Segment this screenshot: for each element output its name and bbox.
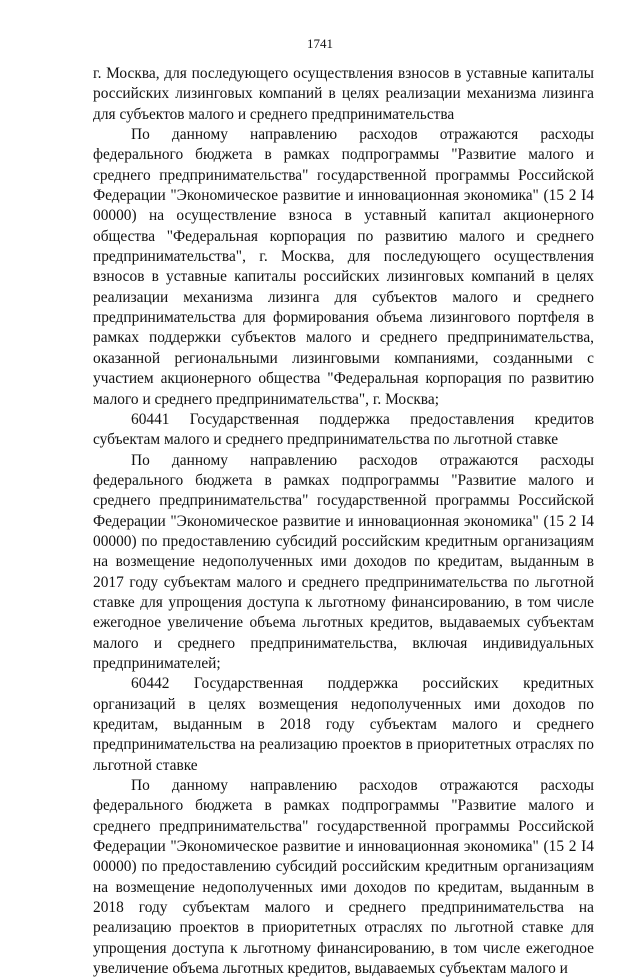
paragraph-3-heading-60441: 60441 Государственная поддержка предоставления кредитов субъектам малого и среднего предпринимательства по льготной ставке: [93, 410, 594, 449]
paragraph-4: По данному направлению расходов отражаются расходы федерального бюджета в рамках подпрограммы "Развитие малого и среднего предпринимательства" государственной программы Российской Федерации "Экономическое развитие и инновационная экономика" (15 2 I4 00000) по предоставлению субсидий российским кредитным организациям на возмещение недополученных ими доходов по кредитам, выданным в 2017 году субъектам малого и среднего предпринимательства по льготной ставке для упрощения доступа к льготному финансированию, в том числе ежегодное увеличение объема льготных кредитов, выдаваемых субъектам малого и среднего предпринимательства, включая индивидуальных предпринимателей;: [93, 451, 594, 672]
paragraph-1: г. Москва, для последующего осуществления взносов в уставные капиталы российских лизинговых компаний в целях реализации механизма лизинга для субъектов малого и среднего предпринимательства: [93, 65, 594, 123]
paragraph-5-heading-60442: 60442 Государственная поддержка российских кредитных организаций в целях возмещения недополученных ими доходов по кредитам, выданным в 2018 году субъектам малого и среднего предпринимательства на реализацию проектов в приоритетных отраслях по льготной ставке: [93, 675, 594, 774]
page-number: 1741: [307, 36, 333, 51]
paragraph-6: По данному направлению расходов отражаются расходы федерального бюджета в рамках подпрограммы "Развитие малого и среднего предпринимательства" государственной программы Российской Федерации "Экономическое развитие и инновационная экономика" (15 2 I4 00000) по предоставлению субсидий российским кредитным организациям на возмещение недополученных ими доходов по кредитам, выданным в 2018 году субъектам малого и среднего предпринимательства на реализацию проектов в приоритетных отраслях по льготной ставке для упрощения доступа к льготному финансированию, в том числе ежегодное увеличение объема льготных кредитов, выдаваемых субъектам малого и: [93, 777, 594, 978]
document-body: [93, 64, 594, 979]
paragraph-2: По данному направлению расходов отражаются расходы федерального бюджета в рамках подпрограммы "Развитие малого и среднего предпринимательства" государственной программы Российской Федерации "Экономическое развитие и инновационная экономика" (15 2 I4 00000) на осуществление взноса в уставный капитал акционерного общества "Федеральная корпорация по развитию малого и среднего предпринимательства", г. Москва, для последующего осуществления взносов в уставные капиталы российских лизинговых компаний в целях реализации механизма лизинга для субъектов малого и среднего предпринимательства для формирования объема лизингового портфеля в рамках поддержки субъектов малого и среднего предпринимательства, оказанной региональными лизинговыми компаниями, созданными с участием акционерного общества "Федеральная корпорация по развитию малого и среднего предпринимательства", г. Москва;: [93, 126, 594, 408]
